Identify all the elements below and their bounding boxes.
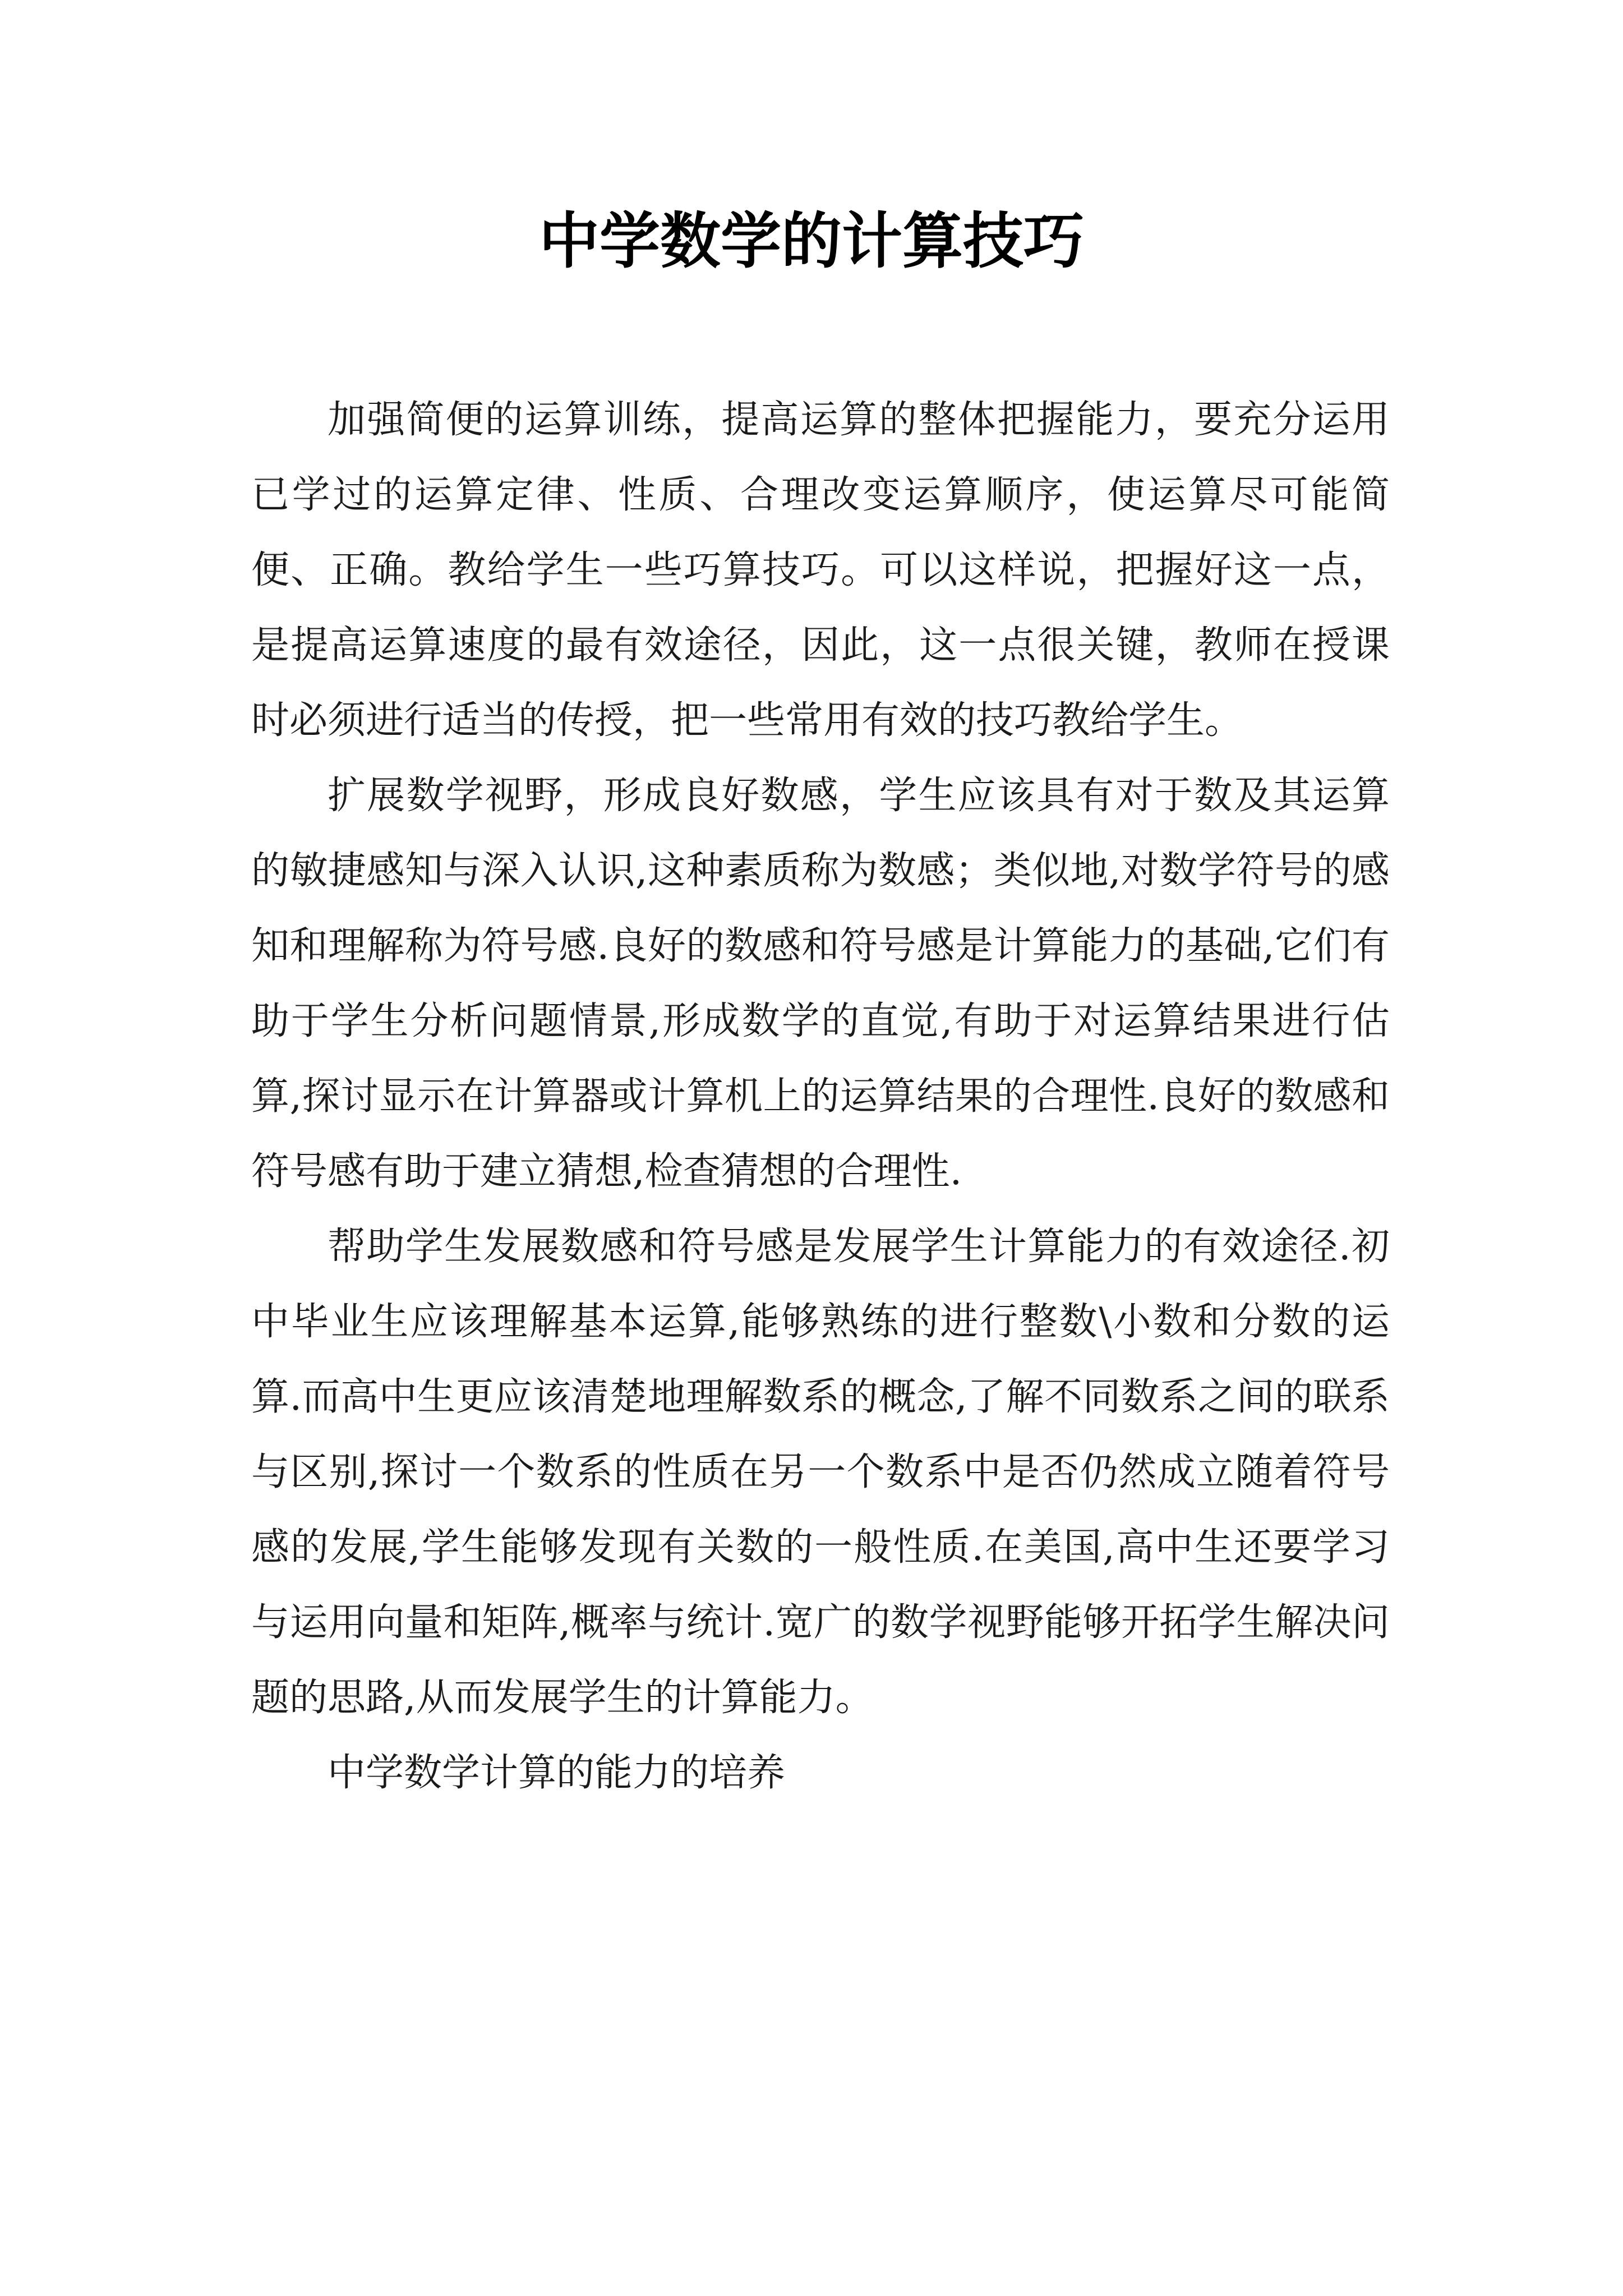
document-body [251,383,1390,1811]
paragraph-2: 扩展数学视野，形成良好数感，学生应该具有对于数及其运算的敏捷感知与深入认识,这种素质称为数感；类似地,对数学符号的感知和理解称为符号感.良好的数感和符号感是计算能力的基础,它们有助于学生分析问题情景,形成数学的直觉,有助于对运算结果进行估算,探讨显示在计算器或计算机上的运算结果的合理性.良好的数感和符号感有助于建立猜想,检查猜想的合理性. [251,774,1390,1194]
document-title: 中学数学的计算技巧 [538,206,1084,277]
section-heading: 中学数学计算的能力的培养 [328,1751,786,1795]
paragraph-1: 加强简便的运算训练，提高运算的整体把握能力，要充分运用已学过的运算定律、性质、合理改变运算顺序，使运算尽可能简便、正确。教给学生一些巧算技巧。可以这样说，把握好这一点，是提高运算速度的最有效途径，因此，这一点很关键，教师在授课时必须进行适当的传授，把一些常用有效的技巧教给学生。 [251,398,1390,743]
paragraph-3: 帮助学生发展数感和符号感是发展学生计算能力的有效途径.初中毕业生应该理解基本运算,能够熟练的进行整数\小数和分数的运算.而高中生更应该清楚地理解数系的概念,了解不同数系之间的联系与区别,探讨一个数系的性质在另一个数系中是否仍然成立随着符号感的发展,学生能够发现有关数的一般性质.在美国,高中生还要学习与运用向量和矩阵,概率与统计.宽广的数学视野能够开拓学生解决问题的思路,从而发展学生的计算能力。 [251,1225,1390,1720]
